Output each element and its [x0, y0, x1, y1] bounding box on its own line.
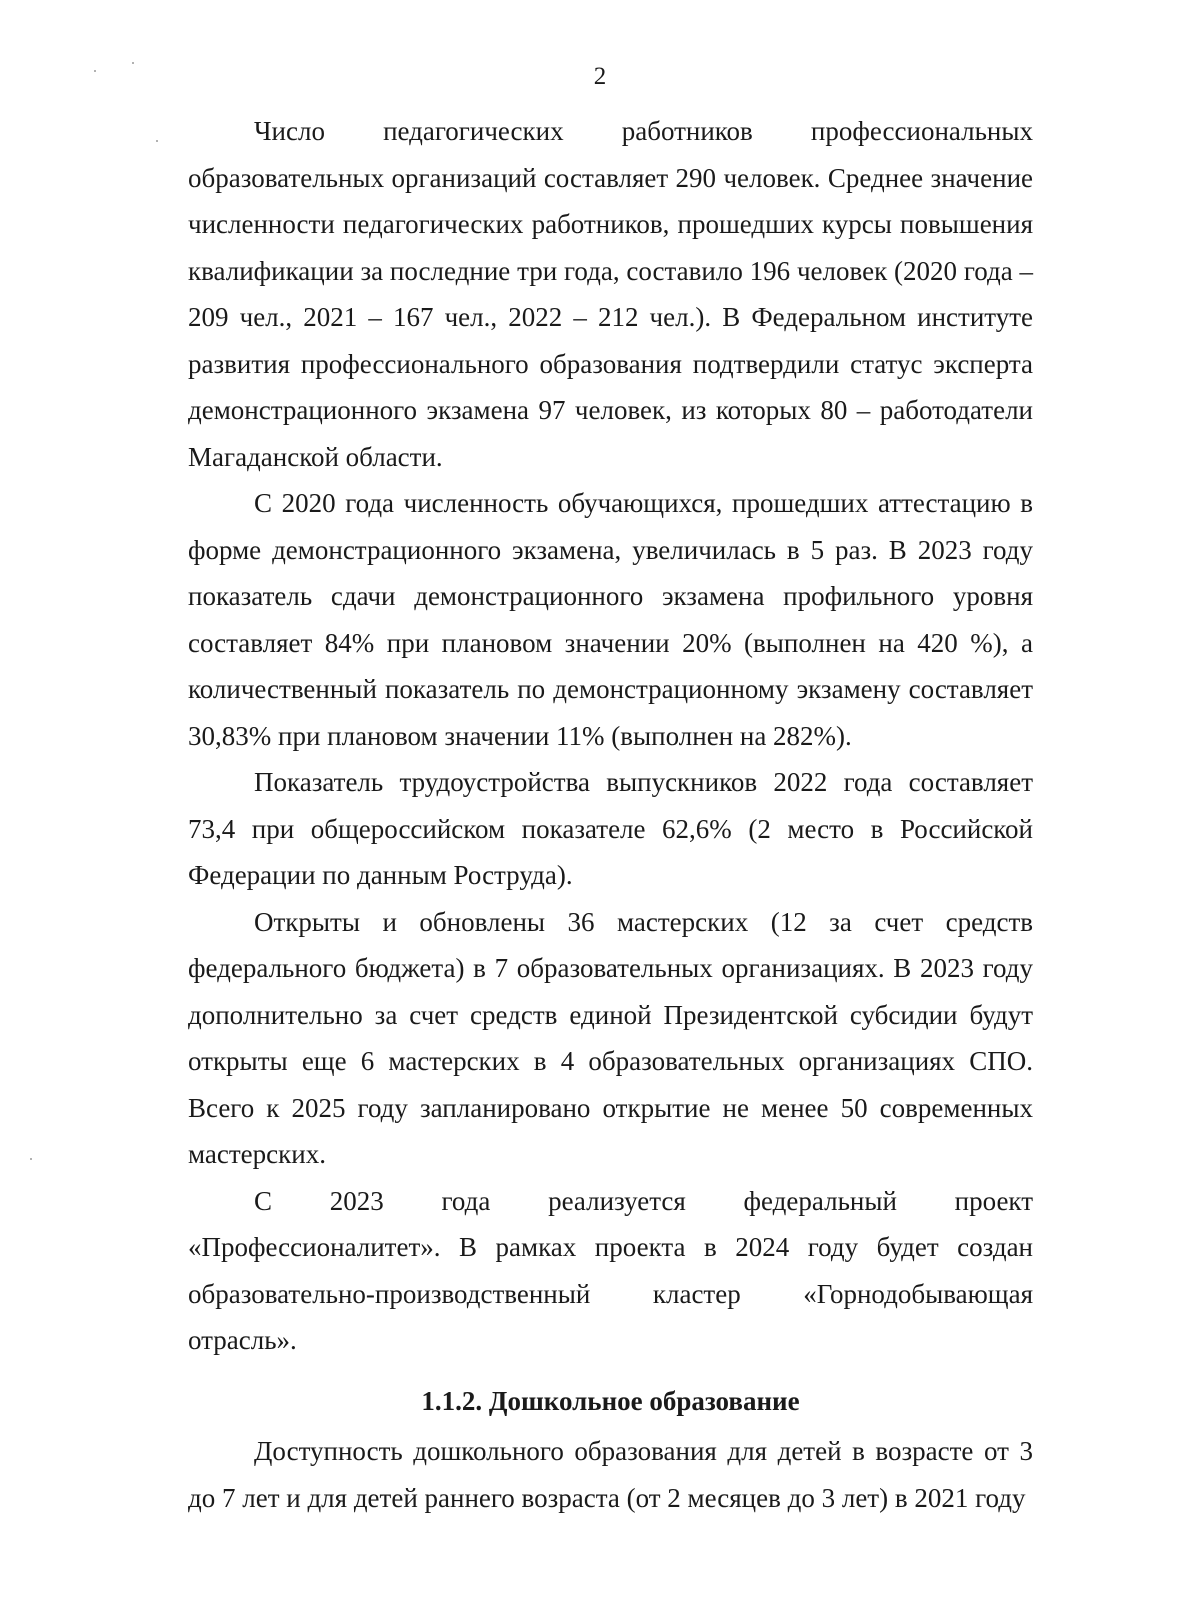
scan-speck: [30, 1158, 32, 1160]
scan-speck: [156, 140, 158, 142]
paragraph-employment: Показатель трудоустройства выпускников 2022 года составляет 73,4 при общероссийском показателе 62,6% (2 место в Российской Федерации по данным Роструда).: [188, 767, 1033, 890]
paragraph-workshops: Открыты и обновлены 36 мастерских (12 за счет средств федерального бюджета) в 7 образовательных организациях. В 2023 году дополнительно за счет средств единой Президентской субсидии будут открыты еще 6 мастерских в 4 образовательных организациях СПО. Всего к 2025 году запланировано открытие не менее 50 современных мастерских.: [188, 906, 1033, 1169]
paragraph-demo-exam: С 2020 года численность обучающихся, прошедших аттестацию в форме демонстрационного экзамена, увеличилась в 5 раз. В 2023 году показатель сдачи демонстрационного экзамена профильного уровня составляет 84% при плановом значении 20% (выполнен на 420 %), а количественный показатель по демонстрационному экзамену составляет 30,83% при плановом значении 11% (выполнен на 282%).: [188, 488, 1033, 751]
paragraph-preschool-access: Доступность дошкольного образования для детей в возрасте от 3 до 7 лет и для детей раннего возраста (от 2 месяцев до 3 лет) в 2021 году: [188, 1436, 1033, 1513]
document-body: [188, 108, 1033, 1521]
section-heading: 1.1.2. Дошкольное образование: [421, 1385, 800, 1416]
page-number: 2: [593, 63, 607, 90]
paragraph-pedagogical-staff: Число педагогических работников профессиональных образовательных организаций составляет 290 человек. Среднее значение численности педагогических работников, прошедших курсы повышения квалификации за последние три года, составило 196 человек (2020 года – 209 чел., 2021 – 167 чел., 2022 – 212 чел.). В Федеральном институте развития профессионального образования подтвердили статус эксперта демонстрационного экзамена 97 человек, из которых 80 – работодатели Магаданской области.: [188, 116, 1033, 472]
paragraph-professionalitet: С 2023 года реализуется федеральный проект «Профессионалитет». В рамках проекта в 2024 году будет создан образовательно-производственный кластер «Горнодобывающая отрасль».: [188, 1185, 1033, 1355]
